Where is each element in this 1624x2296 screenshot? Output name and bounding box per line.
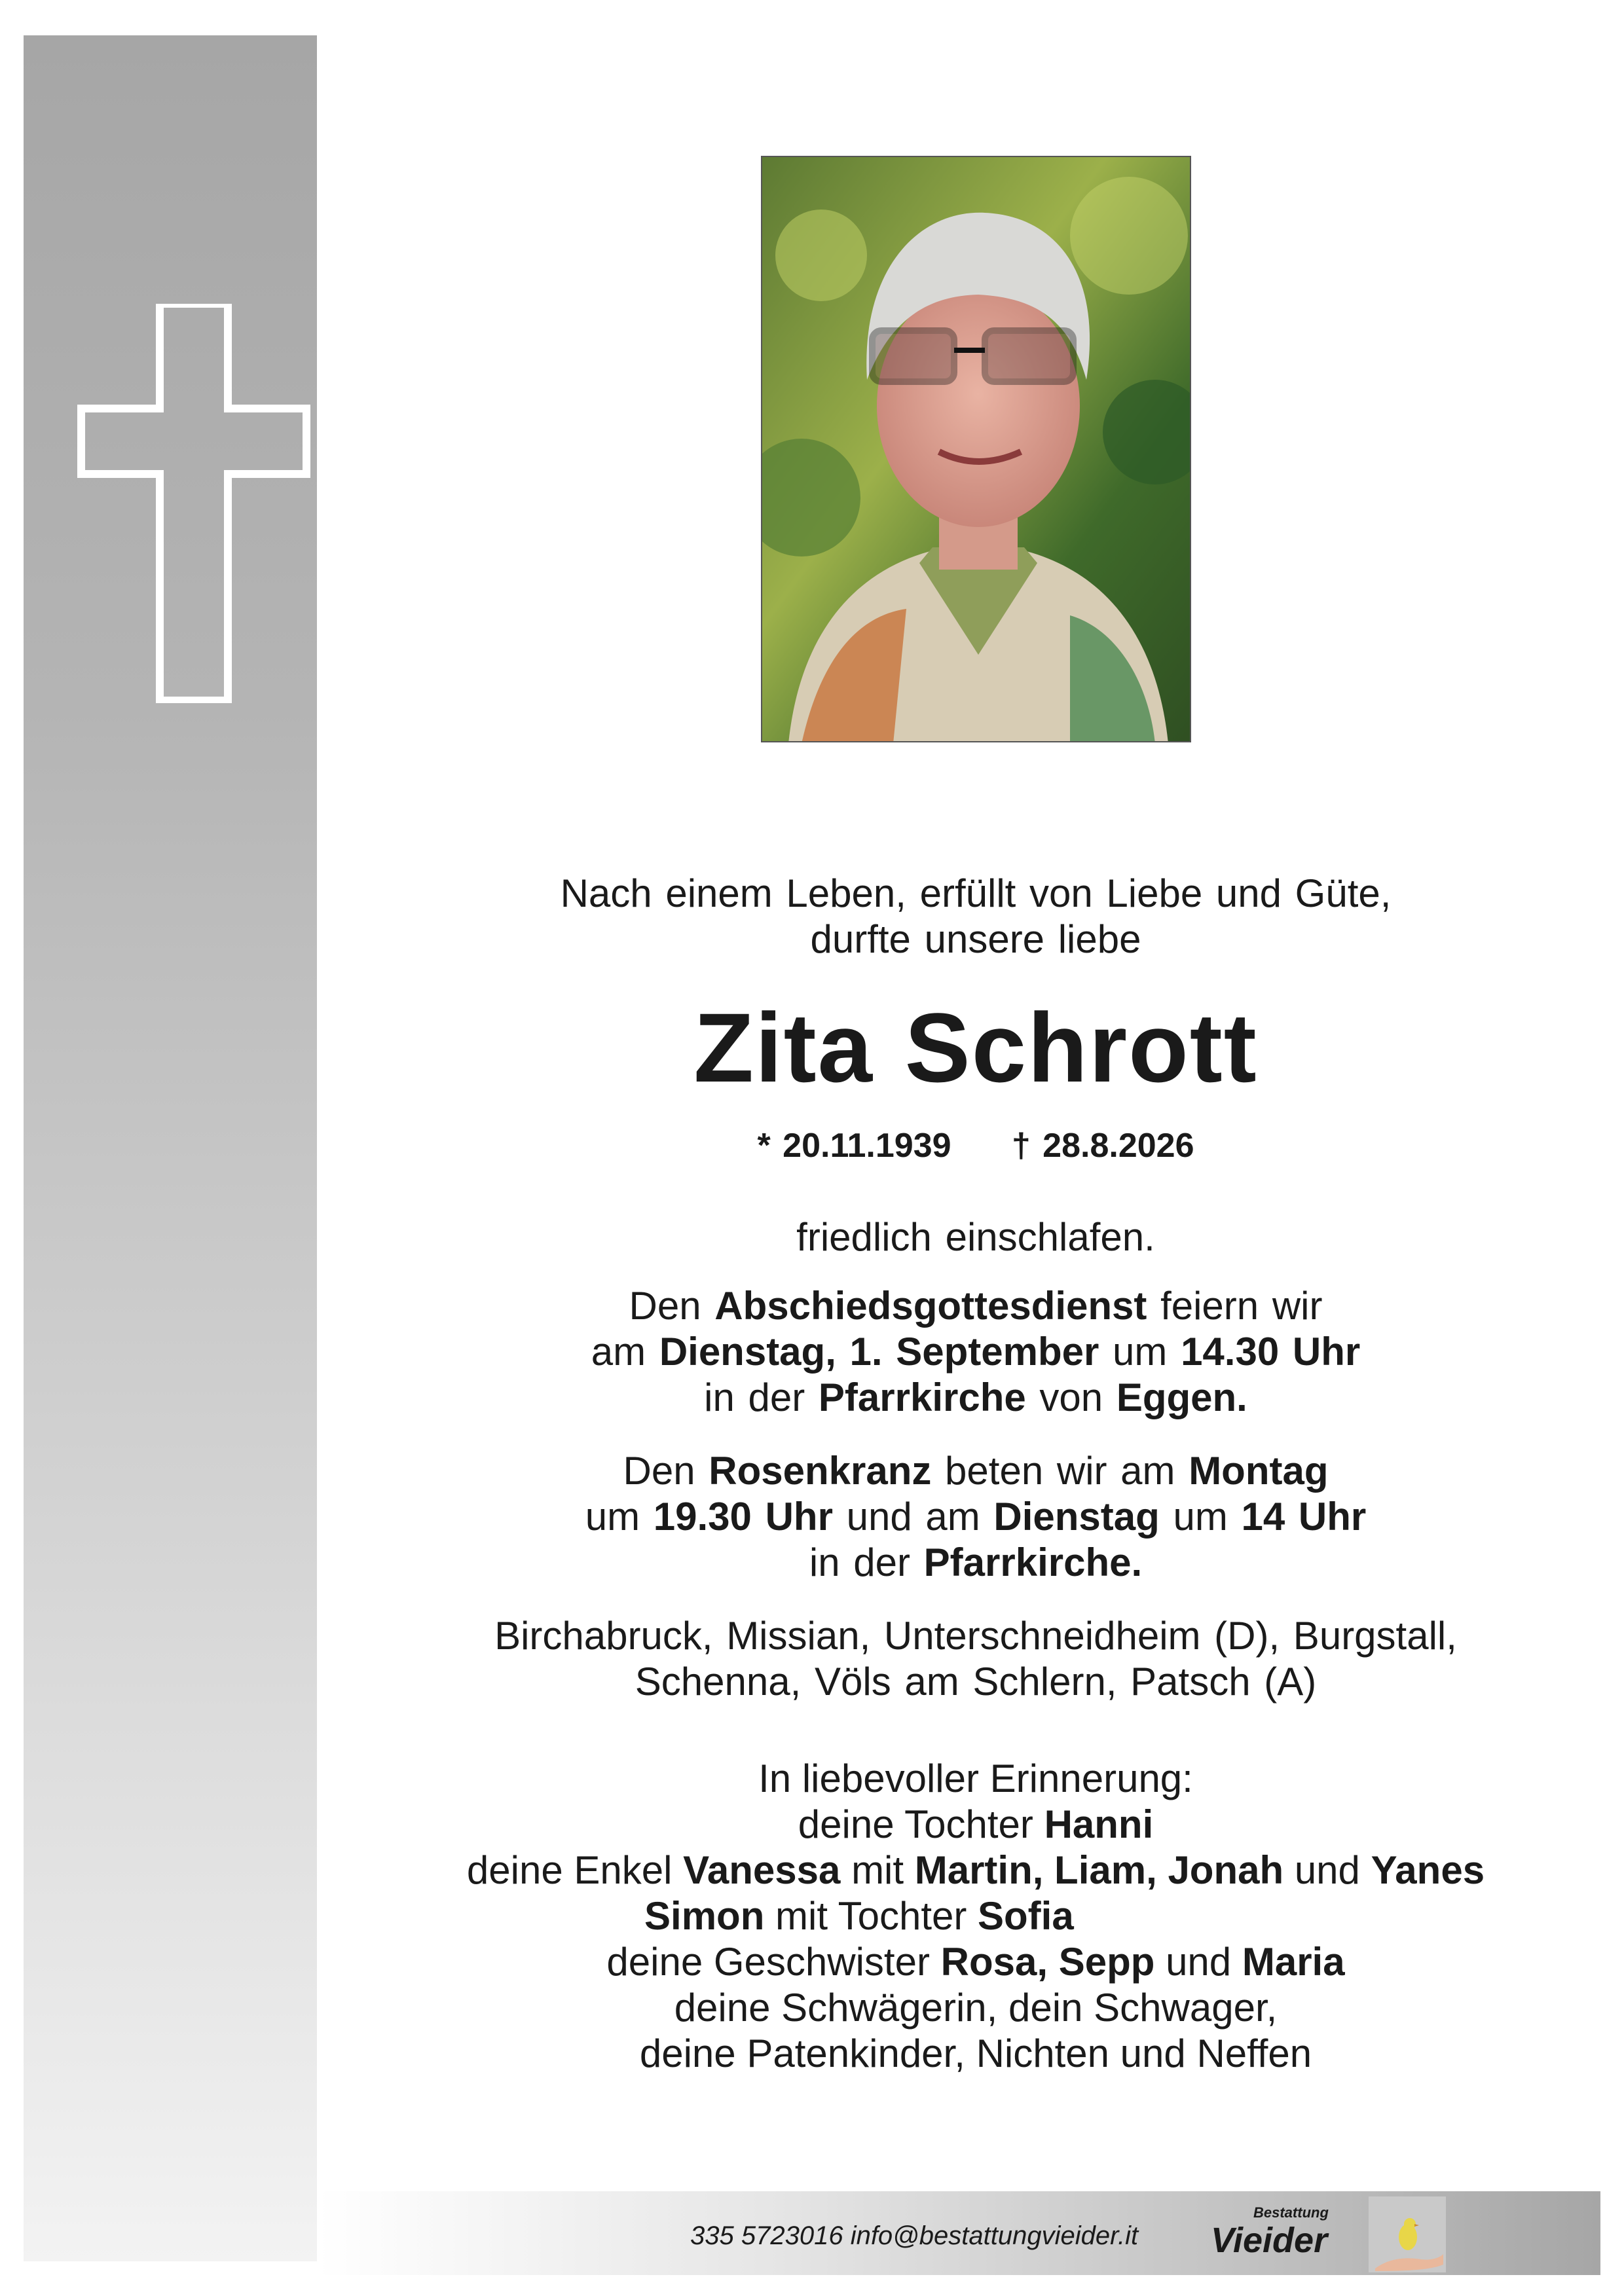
- logo-subtitle: Bestattung: [1253, 2204, 1329, 2221]
- deceased-name: Zita Schrott: [693, 993, 1258, 1102]
- service-line-2: am Dienstag, 1. September um 14.30 Uhr: [591, 1330, 1361, 1374]
- rosary-line-2: um 19.30 Uhr und am Dienstag um 14 Uhr: [585, 1495, 1367, 1539]
- mourners-heading: In liebevoller Erinnerung:: [758, 1757, 1193, 1800]
- mourners-grandchildren: deine Enkel Vanessa mit Martin, Liam, Jonah und Yanes: [466, 1848, 1485, 1892]
- hand-bird-icon: [1369, 2196, 1446, 2272]
- birth-date: * 20.11.1939: [757, 1127, 951, 1165]
- footer-contact: 335 5723016 info@bestattungvieider.it: [690, 2221, 1139, 2250]
- intro-line-1: Nach einem Leben, erfüllt von Liebe und Güte,: [560, 871, 1392, 915]
- places-text: [367, 1613, 1585, 1705]
- places-line-2: Schenna, Völs am Schlern, Patsch (A): [635, 1660, 1317, 1704]
- mourners-siblings: deine Geschwister Rosa, Sepp und Maria: [606, 1940, 1345, 1984]
- logo-wordmark: Vieider: [1211, 2221, 1328, 2260]
- mourners-simon: Simon mit Tochter Sofia: [644, 1894, 1074, 1938]
- rosary-line-1: Den Rosenkranz beten wir am Montag: [623, 1449, 1329, 1493]
- footer-bar: [317, 2191, 1600, 2275]
- rosary-info: [367, 1448, 1585, 1586]
- rosary-line-3: in der Pfarrkirche.: [809, 1540, 1143, 1584]
- mourners-inlaws: deine Schwägerin, dein Schwager,: [674, 1986, 1278, 2030]
- mourners-daughter: deine Tochter Hanni: [798, 1802, 1154, 1846]
- passing-text: friedlich einschlafen.: [796, 1215, 1155, 1259]
- death-date: † 28.8.2026: [1011, 1127, 1194, 1165]
- service-line-3: in der Pfarrkirche von Eggen.: [704, 1376, 1247, 1419]
- life-dates: [367, 1123, 1585, 1169]
- service-info: [367, 1283, 1585, 1421]
- intro-line-2: durfte unsere liebe: [810, 917, 1141, 961]
- mourners-list: [367, 1756, 1585, 2077]
- portrait-photo: [761, 156, 1191, 742]
- gray-sidebar: [24, 35, 317, 2261]
- service-line-1: Den Abschiedsgottesdienst feiern wir: [629, 1284, 1323, 1328]
- cross-icon: [76, 304, 312, 703]
- places-line-1: Birchabruck, Missian, Unterschneidheim (D), Burgstall,: [494, 1614, 1457, 1658]
- intro-text: [367, 871, 1585, 962]
- mourners-others: deine Patenkinder, Nichten und Neffen: [639, 2032, 1312, 2075]
